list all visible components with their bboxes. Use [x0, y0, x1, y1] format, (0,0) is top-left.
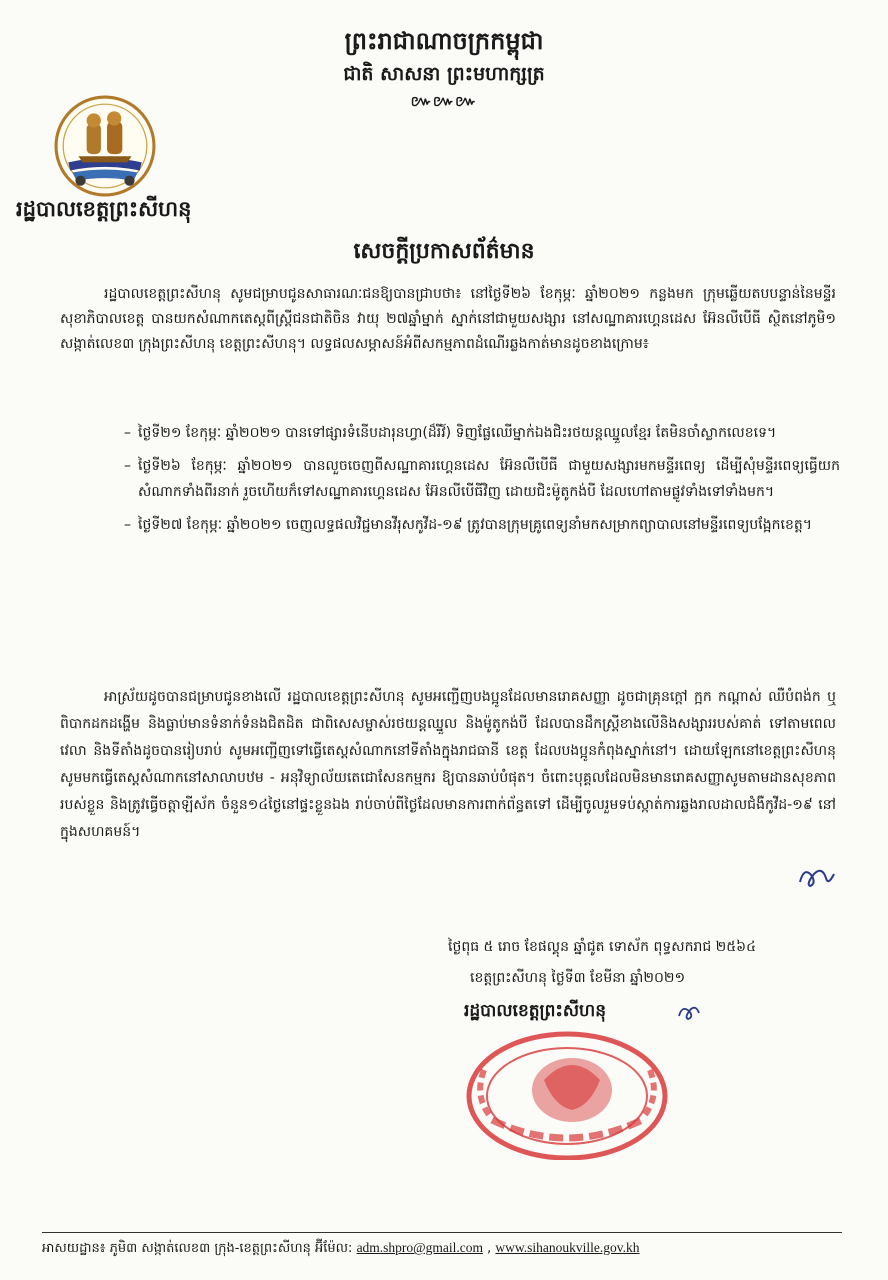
ornament-divider: ៚៚៚	[410, 92, 478, 110]
footer-contact	[42, 1240, 862, 1259]
timeline-item: – ថ្ងៃទី២១ ខែកុម្ភៈ ឆ្នាំ២០២១ បានទៅផ្សារទំនើបដារុនហ្វា(ដ៏រីវ៍) ទិញផ្លែឈើម្នាក់ឯងជិះរថយន្តឈ្នួលខ្មែរ តែមិនចាំស្លាកលេខទេ។	[124, 420, 840, 446]
timeline-item: – ថ្ងៃទី២៧ ខែកុម្ភៈ ឆ្នាំ២០២១ ចេញលទ្ធផលវិជ្ជមានវីរុសកូវីដ-១៩ ត្រូវបានក្រុមគ្រូពេទ្យនាំមកសម្រាកព្យាបាលនៅមន្ទីរពេទ្យបង្អែកខេត្ត។	[124, 512, 840, 538]
official-seal-stamp-icon	[462, 1010, 672, 1160]
timeline-item: – ថ្ងៃទី២៦ ខែកុម្ភៈ ឆ្នាំ២០២១ បានលួចចេញពីសណ្ឋាគារហ្គេនដេស អ៊ែនលីបើធី ជាមួយសង្សារមកមន្ទីរពេទ្យ ដើម្បីសុំមន្ទីរពេទ្យធ្វើយកសំណាកទាំងពីរនាក់ រួចហើយក៏ទៅសណ្ឋាគារហ្គេនដេស អ៊ែនលីបើធីវិញ ដោយជិះម៉ូតូកង់បី ដែលហៅតាមផ្លូវទាំងទៅទាំងមក។	[124, 453, 840, 505]
document-title: សេចក្តីប្រកាសព័ត៌មាន	[353, 238, 535, 264]
advice-paragraph: អាស្រ័យដូចបានជម្រាបជូនខាងលើ រដ្ឋបាលខេត្តព្រះសីហនុ សូមអញ្ជើញបងប្អូនដែលមានរោគសញ្ញា ដូចជាគ្រុនក្តៅ ក្អក កណ្តាស់ ឈឺបំពង់ក ឬពិបាកដកដង្ហើម និងធ្លាប់មានទំនាក់ទំនងជិតដិត ជាពិសេសម្ចាស់រថយន្តឈ្នួល និងម៉ូតូកង់បី ដែលបានដឹកស្ត្រីខាងលើនិងសង្សាររបស់គាត់ ទៅតាមពេលវេលា និងទីតាំងដូចបានរៀបរាប់ សូមអញ្ជើញទៅធ្វើតេស្តសំណាកនៅទីតាំងក្នុងរាជធានី ខេត្ត ដែលបងប្អូនកំពុងស្នាក់នៅ។ ដោយឡែកនៅខេត្តព្រះសីហនុ សូមមកធ្វើតេស្តសំណាកនៅសាលាបឋម - អនុវិទ្យាល័យតេជោសែនកម្មករ ឱ្យបានឆាប់បំផុត។ ចំពោះបុគ្គលដែលមិនមានរោគសញ្ញាសូមតាមដានសុខភាពរបស់ខ្លួន និងត្រូវធ្វើចត្តាឡីស័ក ចំនួន១៤ថ្ងៃនៅផ្ទះខ្លួនឯង រាប់ចាប់ពីថ្ងៃដែលមានការពាក់ព័ន្ធតទៅ ដើម្បីចូលរួមទប់ស្កាត់ការឆ្លងរាលដាលជំងឺកូវីដ-១៩ នៅក្នុងសហគមន៍។	[60, 689, 836, 840]
email-link[interactable]: adm.shpro@gmail.com	[356, 1240, 483, 1255]
provincial-emblem-icon	[54, 95, 156, 197]
footer-divider	[42, 1232, 842, 1233]
signatory-organization: រដ្ឋបាលខេត្តព្រះសីហនុ	[464, 1001, 607, 1021]
gregorian-date: ខេត្តព្រះសីហនុ ថ្ងៃទី៣ ខែមីនា ឆ្នាំ២០២១	[470, 970, 686, 986]
website-link[interactable]: www.sihanoukville.gov.kh	[495, 1240, 640, 1255]
kingdom-name: ព្រះរាជាណាចក្រកម្ពុជា	[344, 26, 544, 55]
organization-name: រដ្ឋបាលខេត្តព្រះសីហនុ	[16, 196, 192, 221]
national-motto: ជាតិ សាសនា ព្រះមហាក្សត្រ	[343, 63, 545, 85]
lunar-date: ថ្ងៃពុធ ៥ រោច ខែផល្គុន ឆ្នាំជូត ទោស័ក ពុទ្ធសករាជ ២៥៦៤	[448, 939, 757, 955]
signature-mark-icon	[676, 1002, 702, 1024]
intro-paragraph: រដ្ឋបាលខេត្តព្រះសីហនុ សូមជម្រាបជូនសាធារណៈជនឱ្យបានជ្រាបថា៖ នៅថ្ងៃទី២៦ ខែកុម្ភៈ ឆ្នាំ២០២១ កន្លងមក ក្រុមឆ្លើយតបបន្ទាន់នៃមន្ទីរសុខាភិបាលខេត្ត បានយកសំណាកតេស្តពីស្ត្រីជនជាតិចិន វាយុ ២៧ឆ្នាំម្នាក់ ស្នាក់នៅជាមួយសង្សារ នៅសណ្ឋាគារហ្គេនដេស អ៊ែនលីបើធី ស្ថិតនៅភូមិ១ សង្កាត់លេខ៣ ក្រុងព្រះសីហនុ ខេត្តព្រះសីហនុ។ លទ្ធផលសម្ភាសន៍អំពីសកម្មភាពដំណើរឆ្លងកាត់មានដូចខាងក្រោម៖	[60, 286, 836, 352]
handwritten-initial-icon	[796, 862, 838, 892]
footer-address: អាសយដ្ឋាន៖ ភូមិ៣ សង្កាត់លេខ៣ ក្រុង-ខេត្តព្រះសីហនុ អ៊ីម៉ែល:	[42, 1241, 353, 1256]
footer-separator: ,	[487, 1241, 492, 1256]
timeline-list	[124, 420, 840, 545]
